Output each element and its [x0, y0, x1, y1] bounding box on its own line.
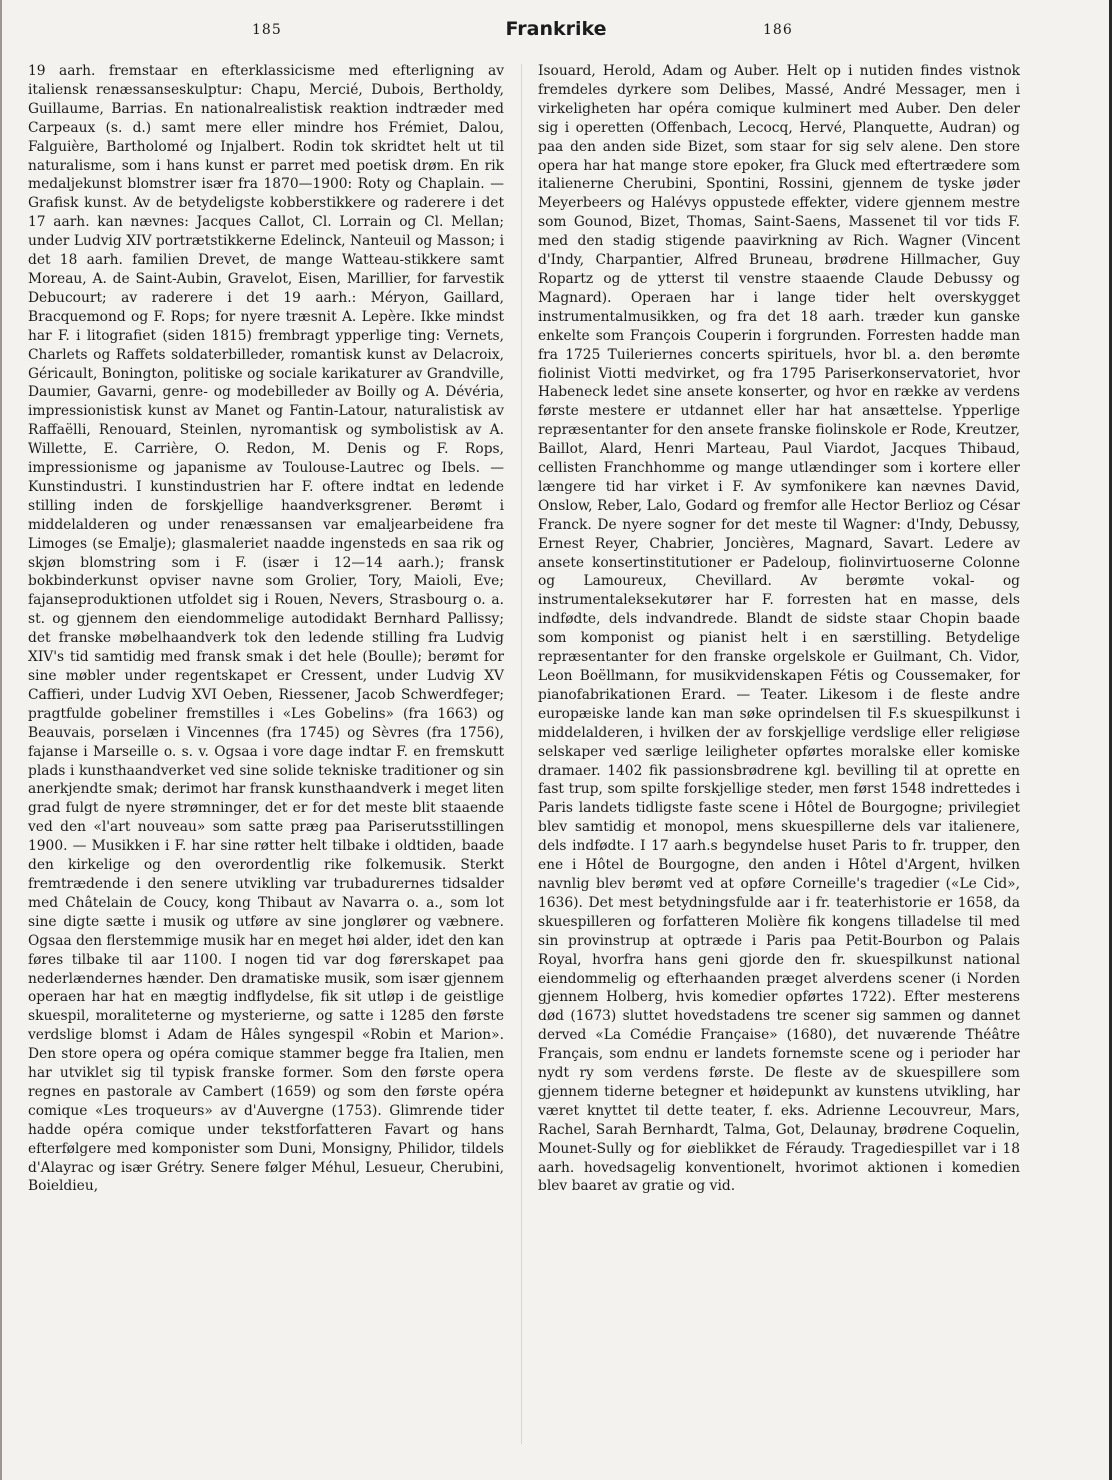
page-number-right: 186: [763, 22, 793, 38]
page-header: [0, 18, 1112, 48]
page-left-edge: [0, 0, 2, 1480]
column-divider: [521, 64, 522, 1444]
left-column-text: 19 aarh. fremstaar en efterklassicisme med efterligning av italiensk renæssanseskulptur: Chapu, Mercié, Dubois, Bertholdy, Guillaume, Barrias. En nationalrealistisk reaktion indtræder med Carpeaux (s. d.) samt mere eller mindre hos Frémiet, Dalou, Falguière, Bartholomé og Injalbert. Rodin tok skridtet helt ut til naturalisme, som i hans kunst er parret med poetisk drøm. En rik medaljekunst blomstrer især fra 1870—1900: Roty og Chaplain. — Grafisk kunst. Av de betydeligste kobberstikkere og raderere i det 17 aarh. kan nævnes: Jacques Callot, Cl. Lorrain og Cl. Mellan; under Ludvig XIV portrætstikkerne Edelinck, Nanteuil og Masson; i det 18 aarh. familien Drevet, de mange Watteau-stikkere samt Moreau, A. de Saint-Aubin, Gravelot, Eisen, Marillier, for farvestik Debucourt; av raderere i det 19 aarh.: Méryon, Gaillard, Bracquemond og F. Rops; for nyere træsnit A. Lepère. Ikke mindst har F. i litografiet (siden 1815) frembragt ypperlige ting: Vernets, Charlets og Raffets soldaterbilleder, romantisk kunst av Delacroix, Géricault, Bonington, politiske og sociale karikaturer av Grandville, Daumier, Gavarni, genre- og modebilleder av Boilly og A. Dévéria, impressionistisk kunst av Manet og Fantin-Latour, naturalistisk av Raffaëlli, Renouard, Steinlen, nyromantisk og symbolistisk av A. Willette, E. Carrière, O. Redon, M. Denis og F. Rops, impressionisme og japanisme av Toulouse-Lautrec og Ibels. — Kunstindustri. I kunstindustrien har F. oftere indtat en ledende stilling inden de forskjellige haandverksgrener. Berømt i middelalderen og under renæssansen var emaljearbeidene fra Limoges (se Emalje); glasmaleriet naadde ingensteds en saa rik og skjøn blomstring som i F. (især i 12—14 aarh.); fransk bokbinderkunst opviser navne som Grolier, Tory, Maioli, Eve; fajanseproduktionen utfoldet sig i Rouen, Nevers, Strasbourg o. a. st. og gjennem den eiendommelige autodidakt Bernhard Pallissy; det franske møbelhaandverk tok den ledende stilling fra Ludvig XIV's tid samtidig med fransk smak i det hele (Boulle); berømt for sine møbler under regentskapet er Cressent, under Ludvig XV Caffieri, under Ludvig XVI Oeben, Riessener, Jacob Schwerdfeger; pragtfulde gobeliner fremstilles i «Les Gobelins» (fra 1663) og Beauvais, porselæn i Vincennes (fra 1745) og Sèvres (fra 1756), fajanse i Marseille o. s. v. Ogsaa i vore dage indtar F. en fremskutt plads i kunsthaandverket ved sine solide tekniske traditioner og sin anerkjendte smak; derimot har fransk kunsthaandverk i meget liten grad fulgt de nyere strømninger, det er for det meste blit staaende ved den «l'art nouveau» som satte præg paa Pariserutsstillingen 1900. — Musikken i F. har sine røtter helt tilbake i oldtiden, baade den kirkelige og den overordentlig rike folkemusik. Sterkt fremtrædende i den senere utvikling var trubadurernes tidsalder med Châtelain de Coucy, kong Thibaut av Navarra o. a., som lot sine digte sætte i musik og utføre av sine jonglører og væbnere. Ogsaa den flerstemmige musik har en meget høi alder, idet den kan føres tilbake til aar 1100. I nogen tid var dog førerskapet paa nederlændernes hænder. Den dramatiske musik, som især gjennem operaen har hat en mægtig indflydelse, fik sit utløp i de geistlige skuespil, moraliteterne og mysterierne, og satte i 1285 den første verdslige blomst i Adam de Hâles syngespil «Robin et Marion». Den store opera og opéra comique stammer begge fra Italien, men har utviklet sig til typisk franske former. Som den første opera regnes en pastorale av Cambert (1659) og som den første opéra comique «Les troqueurs» av d'Auvergne (1753). Glimrende tider hadde opéra comique under tekstforfatteren Favart og hans efterfølgere med komponister som Duni, Monsigny, Philidor, tildels d'Alayrac og især Grétry. Senere følger Méhul, Lesueur, Cherubini, Boieldieu,: [28, 63, 504, 1195]
page-number-left: 185: [252, 22, 282, 38]
right-column: [538, 62, 1020, 1196]
left-column: [28, 62, 504, 1196]
right-column-text: Isouard, Herold, Adam og Auber. Helt op i nutiden findes vistnok fremdeles dyrkere som Delibes, Massé, André Messager, men i virkeligheten har opéra comique kulminert med Auber. Den deler sig i operetten (Offenbach, Lecocq, Hervé, Planquette, Audran) og paa den anden side Bizet, som staar for sig selv alene. Den store opera har hat mange store epoker, fra Gluck med eftertrædere som italienerne Cherubini, Spontini, Rossini, gjennem de tyske jøder Meyerbeers og Halévys oppustede effekter, videre gjennem mestre som Gounod, Bizet, Thomas, Saint-Saens, Massenet til vor tids F. med den stadig stigende paavirkning av Rich. Wagner (Vincent d'Indy, Charpantier, Alfred Bruneau, brødrene Hillmacher, Guy Ropartz og de ytterst til venstre staaende Claude Debussy og Magnard). Operaen har i lange tider helt overskygget instrumentalmusikken, og fra det 18 aarh. træder kun ganske enkelte som François Couperin i forgrunden. Forresten hadde man fra 1725 Tuileriernes concerts spirituels, hvor bl. a. den berømte fiolinist Viotti medvirket, og fra 1795 Pariserkonservatoriet, hvor Habeneck ledet sine ansete konserter, og hvor en række av verdens første mestere er utdannet eller har hat ansættelse. Ypperlige repræsentanter for den ansete franske fiolinskole er Rode, Kreutzer, Baillot, Alard, Henri Marteau, Paul Viardot, Jacques Thibaud, cellisten Franchhomme og mange utlændinger som i kortere eller længere tid har virket i F. Av symfonikere kan nævnes David, Onslow, Reber, Lalo, Godard og fremfor alle Hector Berlioz og César Franck. De nyere sogner for det meste til Wagner: d'Indy, Debussy, Ernest Reyer, Chabrier, Joncières, Magnard, Savart. Ledere av ansete konsertinstitutioner er Padeloup, fiolinvirtuoserne Colonne og Lamoureux, Chevillard. Av berømte vokal- og instrumentaleksekutører har F. forresten hat en masse, dels indfødte, dels indvandrede. Blandt de sidste staar Chopin baade som komponist og pianist helt i en særstilling. Betydelige repræsentanter for den franske orgelskole er Guilmant, Ch. Vidor, Leon Boëllmann, for musikvidenskapen Fétis og Coussemaker, for pianofabrikationen Erard. — Teater. Likesom i de fleste andre europæiske lande kan man søke oprindelsen til F.s skuespilkunst i middelalderen, i hvilken der av forskjellige verdslige eller religiøse selskaper ved særlige leiligheter opførtes moralske eller komiske dramaer. 1402 fik passionsbrødrene kgl. bevilling til at oprette en fast trup, som spilte forskjellige steder, men først 1548 indrettedes i Paris landets tidligste faste scene i Hôtel de Bourgogne; privilegiet blev samtidig et monopol, mens skuespillerne dels var italienere, dels indfødte. I 17 aarh.s begyndelse huset Paris to fr. trupper, den ene i Hôtel de Bourgogne, den anden i Hôtel d'Argent, hvilken navnlig blev berømt ved at opføre Corneille's tragedier («Le Cid», 1636). Det mest betydningsfulde aar i fr. teaterhistorie er 1658, da skuespilleren og forfatteren Molière fik kongens tilladelse til med sin provinstrup at optræde i Paris paa Petit-Bourbon og Palais Royal, hvorfra hans geni gjorde den fr. skuespilkunst national eiendommelig og efterhaanden præget alverdens scener (i Norden gjennem Holberg, hvis komedier opførtes 1722). Efter mesterens død (1673) sluttet hovedstadens tre scener sig sammen og dannet derved «La Comédie Française» (1680), det nuværende Théâtre Français, som endnu er landets fornemste scene og i perioder har nydt ry som verdens første. De fleste av de skuespillere som gjennem tiderne betegner et høidepunkt av kunstens utvikling, har været knyttet til dette teater, f. eks. Adrienne Lecouvreur, Mars, Rachel, Sarah Bernhardt, Talma, Got, Delaunay, brødrene Coquelin, Mounet-Sully og for øieblikket de Féraudy. Tragediespillet var i 18 aarh. hovedsagelig konventionelt, hvorimot aktionen i komedien blev baaret av gratie og vid.: [538, 63, 1020, 1195]
page-title: Frankrike: [505, 18, 607, 40]
